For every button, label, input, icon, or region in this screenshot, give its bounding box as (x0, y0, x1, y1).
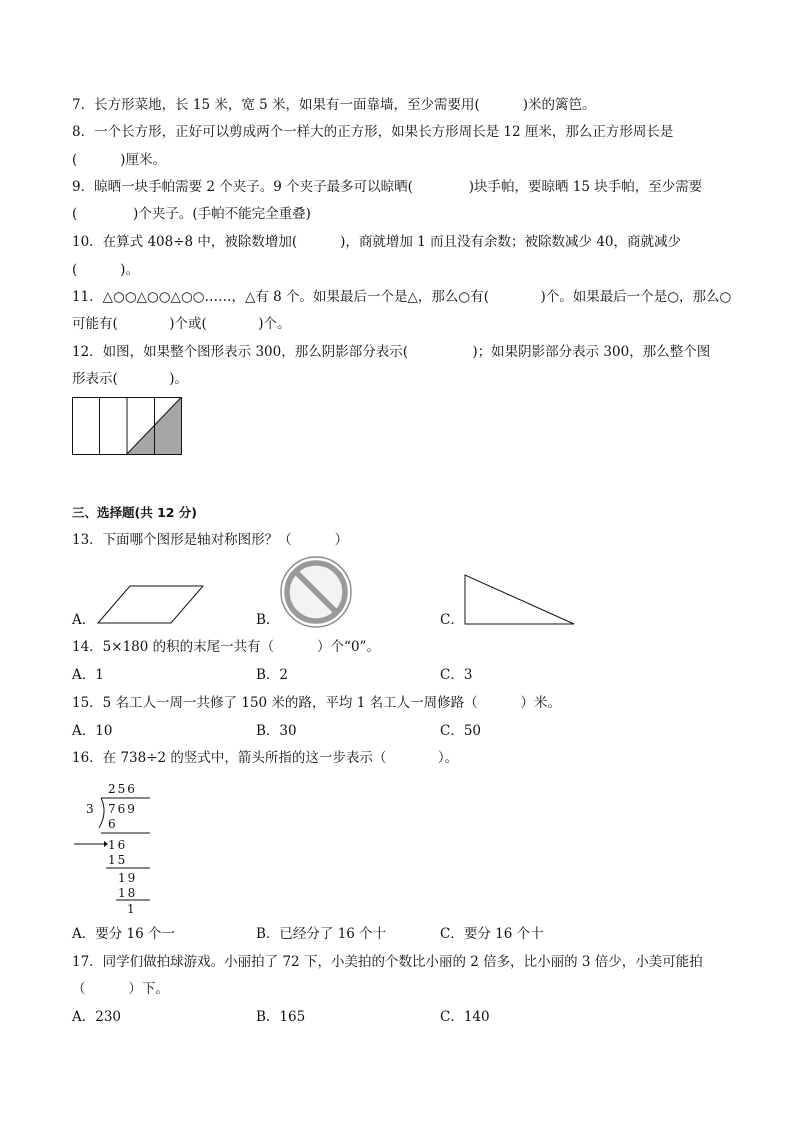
question-15-stem: 15．5 名工人一周一共修了 150 米的路，平均 1 名工人一周修路（ ）米。 (72, 695, 561, 711)
division-step-3: 15 (108, 853, 128, 867)
question-12-line-2: 形表示( )。 (72, 371, 189, 387)
q14-option-c: C．3 (440, 667, 473, 683)
question-8-line-2: ( )厘米。 (72, 152, 166, 168)
question-11-line-2: 可能有( )个或( )个。 (72, 316, 291, 332)
q17-option-b: B．165 (256, 1009, 306, 1025)
q13-option-b: B． (256, 612, 280, 628)
question-14-stem: 14．5×180 的积的末尾一共有（ ）个“0”。 (72, 639, 380, 655)
question-12-line-1: 12．如图，如果整个图形表示 300，那么阴影部分表示( )；如果阴影部分表示 300，那么整个图 (72, 344, 711, 360)
division-dividend: 769 (108, 802, 137, 816)
division-step-4: 19 (118, 871, 138, 885)
division-remainder: 1 (127, 902, 137, 916)
division-step-2: 16 (108, 838, 128, 852)
section-3-title: 三、选择题(共 12 分) (72, 505, 198, 520)
question-13-stem: 13．下面哪个图形是轴对称图形？（ ） (72, 532, 349, 548)
question-10-line-2: ( )。 (72, 262, 139, 278)
division-divisor: 3 (86, 802, 96, 816)
q13-option-a: A． (72, 612, 96, 628)
parallelogram-figure (97, 585, 205, 625)
q15-option-c: C．50 (440, 723, 482, 739)
question-8-line-1: 8．一个长方形，正好可以剪成两个一样大的正方形，如果长方形周长是 12 厘米，那么正方形周长是 (72, 124, 674, 140)
q16-option-c: C．要分 16 个十 (440, 926, 544, 942)
q14-option-b: B．2 (256, 667, 289, 683)
division-quotient: 256 (108, 782, 137, 796)
q15-option-a: A．10 (72, 723, 113, 739)
arrow-icon (74, 839, 108, 849)
question-12-figure (72, 397, 184, 455)
q15-option-b: B．30 (256, 723, 297, 739)
question-17-line-2: （ ）下。 (72, 981, 169, 997)
question-9-line-2: ( )个夹子。(手帕不能完全重叠) (72, 206, 311, 222)
q17-option-c: C．140 (440, 1009, 490, 1025)
q14-option-a: A．1 (72, 667, 104, 683)
q16-option-b: B．已经分了 16 个十 (256, 926, 387, 942)
question-16-stem: 16．在 738÷2 的竖式中，箭头所指的这一步表示（ ）。 (72, 750, 459, 766)
q17-option-a: A．230 (72, 1009, 122, 1025)
right-triangle-figure (464, 574, 576, 626)
division-step-5: 18 (118, 886, 138, 900)
q16-option-a: A．要分 16 个一 (72, 926, 176, 942)
question-10-line-1: 10．在算式 408÷8 中，被除数增加( )，商就增加 1 而且没有余数；被除数减少 40，商就减少 (72, 234, 682, 250)
question-11-line-1: 11．△○○△○○△○○……，△有 8 个。如果最后一个是△，那么○有( )个。如果最后一个是○，那么○ (72, 289, 732, 305)
question-17-line-1: 17．同学们做拍球游戏。小丽拍了 72 下，小美拍的个数比小丽的 2 倍多，比小丽的 3 倍少，小美可能拍 (72, 954, 703, 970)
no-entry-sign-figure (279, 555, 353, 629)
question-9-line-1: 9．晾晒一块手帕需要 2 个夹子。9 个夹子最多可以晾晒( )块手帕，要晾晒 15 块手帕，至少需要 (72, 179, 703, 195)
q13-option-c: C． (440, 612, 464, 628)
question-7: 7．长方形菜地，长 15 米，宽 5 米，如果有一面靠墙，至少需要用( )米的篱笆。 (72, 97, 596, 113)
division-lines (70, 780, 160, 920)
division-step-1: 6 (108, 817, 118, 831)
